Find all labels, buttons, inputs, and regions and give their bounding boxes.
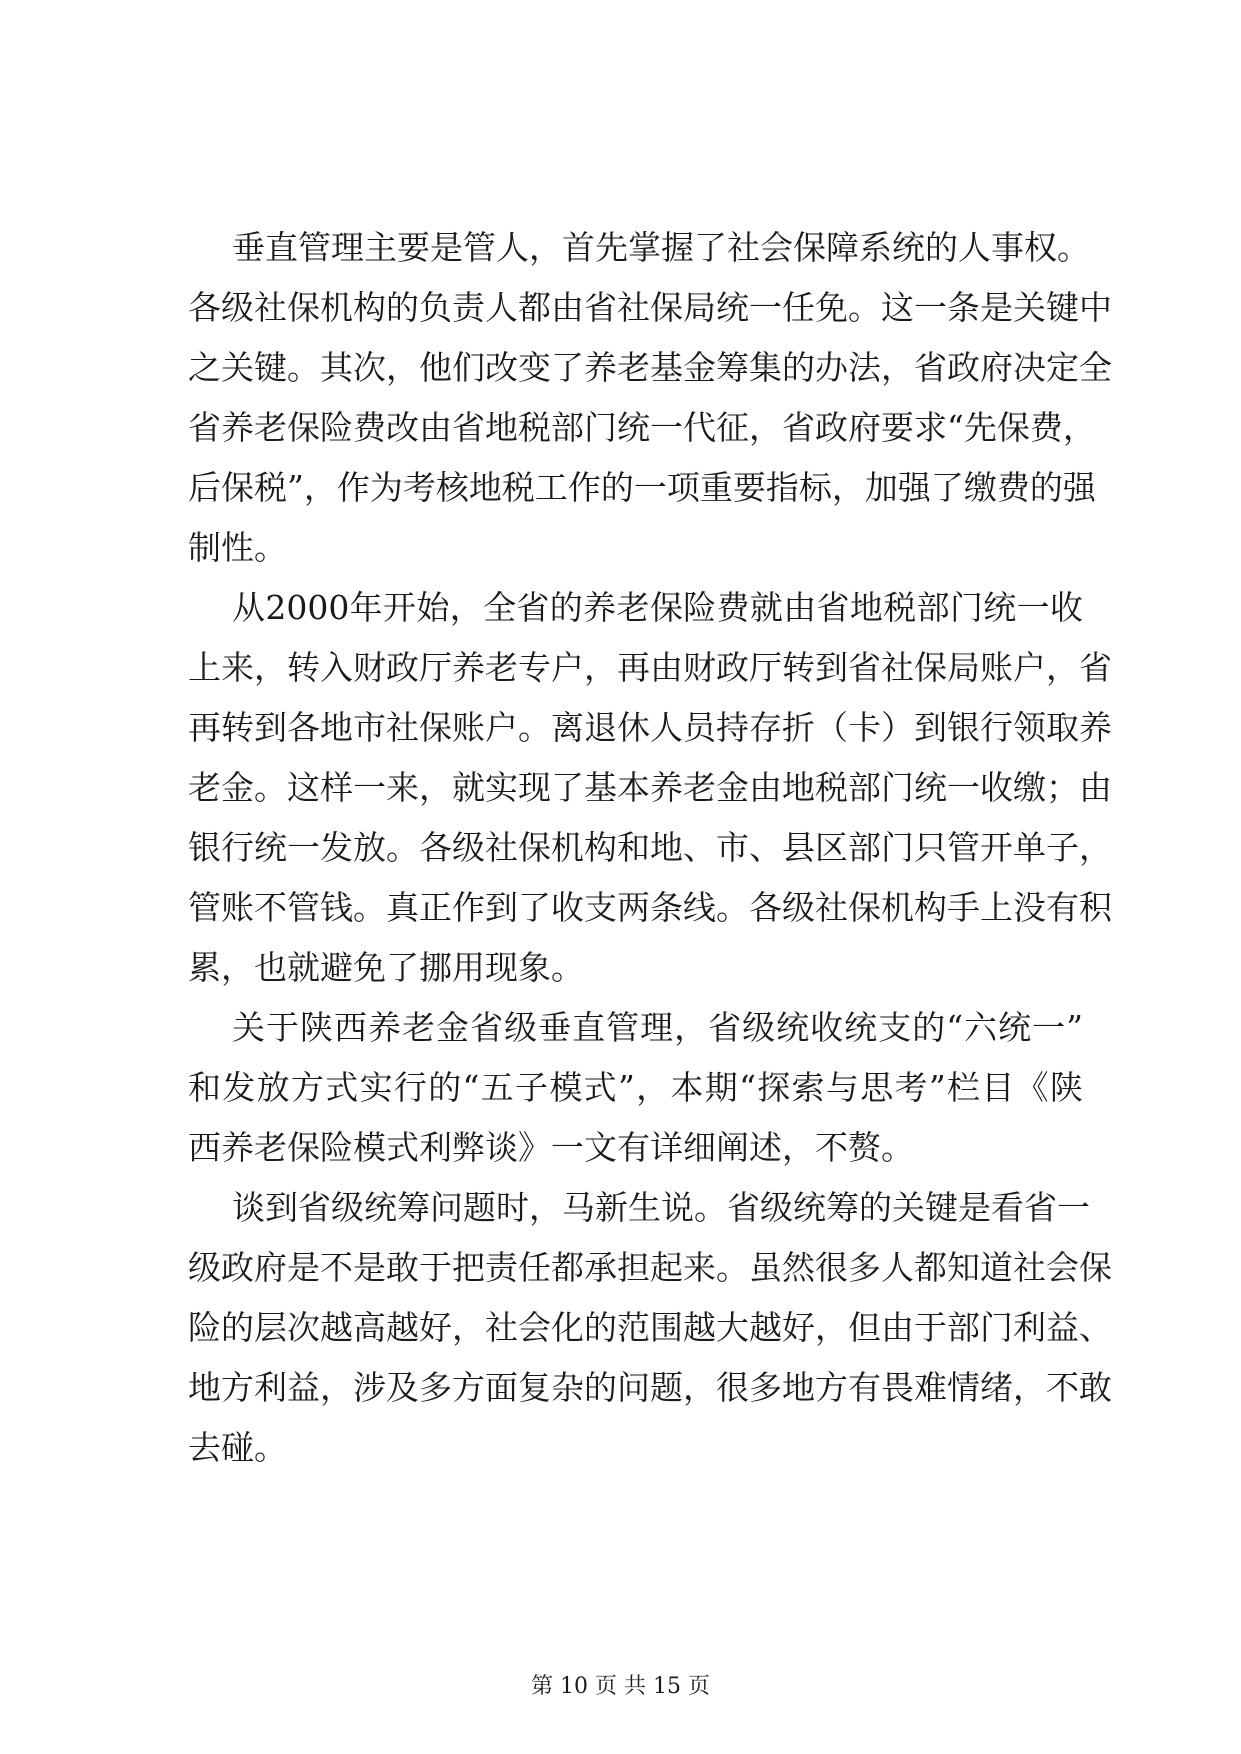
paragraph-4-line-1: 谈到省级统筹问题时，马新生说。省级统筹的关键是看省一	[232, 1188, 1090, 1227]
paragraph-1-line-2: 各级社保机构的负责人都由省社保局统一任免。这一条是关键中	[188, 288, 1112, 327]
paragraph-3-line-2: 和发放方式实行的“五子模式”，本期“探索与思考”栏目《陕	[188, 1068, 1083, 1107]
paragraph-3-line-3: 西养老保险模式利弊谈》一文有详细阐述，不赘。	[188, 1128, 914, 1167]
paragraph-1-line-6: 制性。	[188, 528, 287, 567]
paragraph-2-line-5: 银行统一发放。各级社保机构和地、市、县区部门只管开单子，	[188, 828, 1112, 867]
paragraph-2-line-4: 老金。这样一来，就实现了基本养老金由地税部门统一收缴；由	[188, 768, 1112, 807]
paragraph-1-line-5: 后保税”，作为考核地税工作的一项重要指标，加强了缴费的强	[188, 468, 1096, 507]
paragraph-2-line-6: 管账不管钱。真正作到了收支两条线。各级社保机构手上没有积	[188, 888, 1112, 927]
paragraph-1-line-1: 垂直管理主要是管人，首先掌握了社会保障系统的人事权。	[232, 228, 1090, 267]
paragraph-2-line-3: 再转到各地市社保账户。离退休人员持存折（卡）到银行领取养	[188, 708, 1112, 747]
paragraph-2-line-2: 上来，转入财政厅养老专户，再由财政厅转到省社保局账户，省	[188, 648, 1112, 687]
paragraph-4-line-3: 险的层次越高越好，社会化的范围越大越好，但由于部门利益、	[188, 1308, 1112, 1347]
paragraph-1-line-4: 省养老保险费改由省地税部门统一代征，省政府要求“先保费，	[188, 408, 1096, 447]
paragraph-1-line-3: 之关键。其次，他们改变了养老基金筹集的办法，省政府决定全	[188, 348, 1112, 387]
paragraph-3-line-1: 关于陕西养老金省级垂直管理，省级统收统支的“六统一”	[232, 1008, 1083, 1047]
paragraph-2-line-7: 累，也就避免了挪用现象。	[188, 948, 584, 987]
paragraph-4-line-5: 去碰。	[188, 1428, 287, 1467]
paragraph-4-line-2: 级政府是不是敢于把责任都承担起来。虽然很多人都知道社会保	[188, 1248, 1112, 1287]
paragraph-4-line-4: 地方利益，涉及多方面复杂的问题，很多地方有畏难情绪，不敢	[188, 1368, 1112, 1407]
page-number-footer: 第 10 页 共 15 页	[531, 1674, 710, 1699]
paragraph-2-line-1: 从2000年开始，全省的养老保险费就由省地税部门统一收	[232, 588, 1083, 627]
